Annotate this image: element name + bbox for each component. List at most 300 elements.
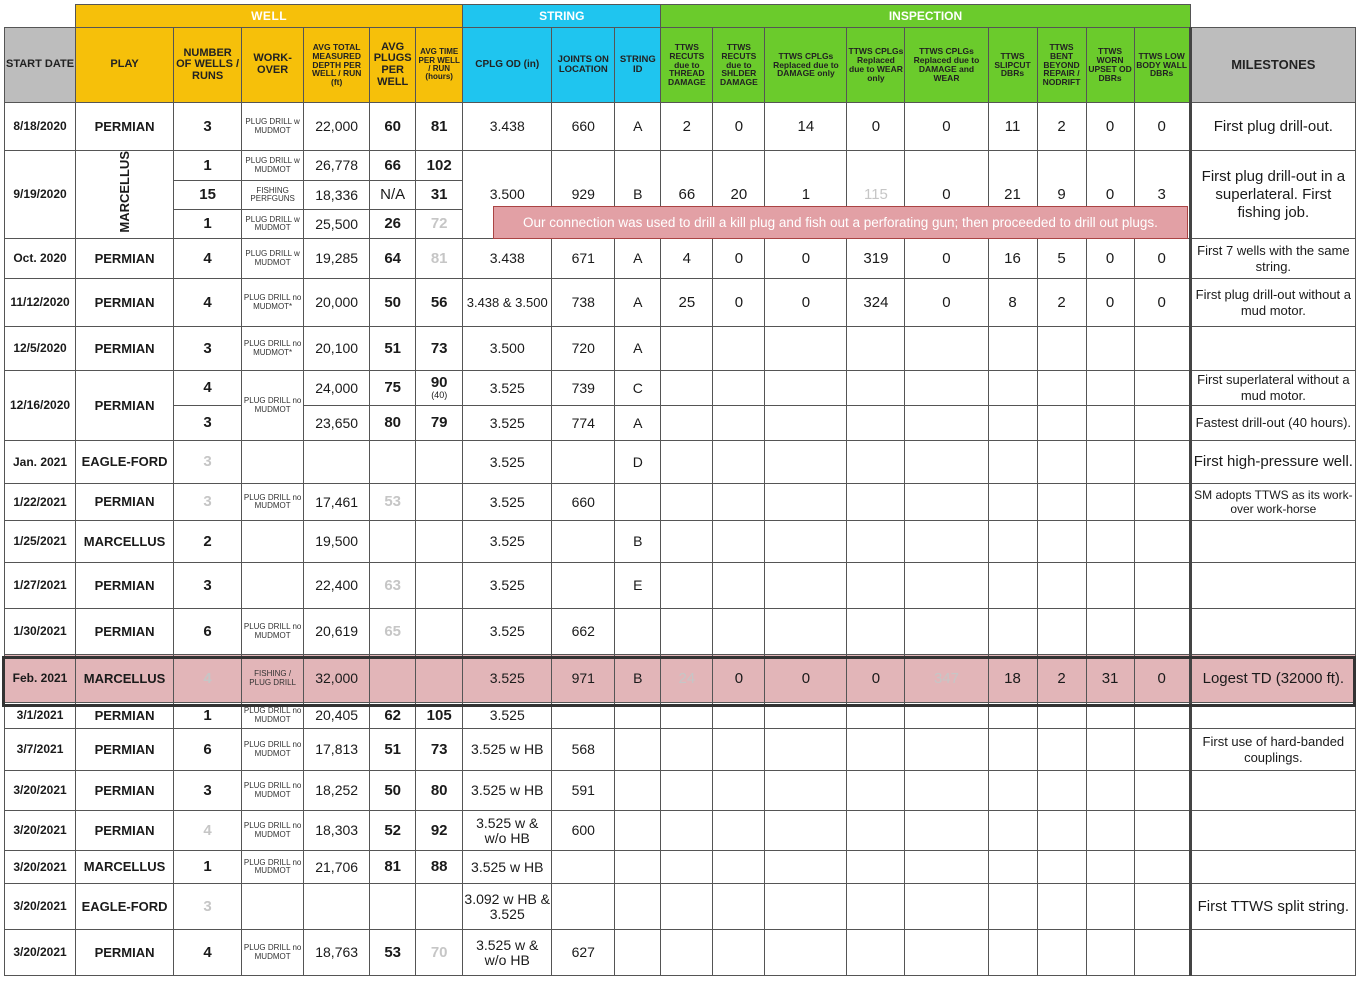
cell-play: MARCELLUS — [76, 521, 174, 563]
cell-od: 3.525 — [463, 406, 552, 441]
table-row — [5, 729, 1356, 771]
cell-workover: PLUG DRILL no MUDMOT — [242, 930, 304, 976]
cell-cplgs-wear: 0 — [847, 103, 905, 151]
cell-depth: 20,619 — [304, 609, 370, 655]
cell-workover: PLUG DRILL w MUDMOT — [242, 103, 304, 151]
cell-date: Jan. 2021 — [5, 441, 76, 484]
cell-depth: 22,000 — [304, 103, 370, 151]
cell-cplgs-damage: 0 — [765, 239, 847, 279]
cell-cplgs-both: 0 — [905, 279, 988, 327]
cell-date: 3/7/2021 — [5, 729, 76, 771]
cell-play: PERMIAN — [76, 239, 174, 279]
cell-recuts-shlder: 0 — [713, 239, 765, 279]
header-avg-time: AVG TIME PER WELL / RUN (hours) — [416, 28, 463, 103]
cell-joints — [552, 441, 615, 484]
cell-time — [416, 884, 463, 930]
cell-od: 3.525 — [463, 655, 552, 703]
cell-cplgs-wear: 324 — [847, 279, 905, 327]
cell-workover — [242, 884, 304, 930]
cell-milestone — [1190, 811, 1355, 851]
cell-od: 3.500 — [463, 151, 552, 239]
table-row — [5, 609, 1356, 655]
cell-plugs: 66 — [370, 151, 416, 181]
cell-plugs: 65 — [370, 609, 416, 655]
cell-od: 3.525 — [463, 521, 552, 563]
cell-slipcut: 18 — [988, 655, 1037, 703]
cell-workover: PLUG DRILL no MUDMOT* — [242, 327, 304, 371]
cell-plugs: 63 — [370, 563, 416, 609]
cell-cplgs-both: 0 — [905, 239, 988, 279]
header-slipcut: TTWS SLIPCUT DBRs — [988, 28, 1037, 103]
cell-cplgs-wear: 115 — [847, 151, 905, 239]
cell-depth: 19,500 — [304, 521, 370, 563]
cell-milestone — [1190, 703, 1355, 729]
header-recuts-shlder: TTWS RECUTS due to SHLDER DAMAGE — [713, 28, 765, 103]
table-row — [5, 103, 1356, 151]
cell-low-body: 0 — [1134, 239, 1190, 279]
cell-milestone: Fastest drill-out (40 hours). — [1190, 406, 1355, 441]
cell-num-wells: 2 — [174, 521, 242, 563]
cell-play: PERMIAN — [76, 811, 174, 851]
cell-time — [416, 521, 463, 563]
corner-blank — [5, 5, 76, 28]
cell-joints: 738 — [552, 279, 615, 327]
header-joints: JOINTS ON LOCATION — [552, 28, 615, 103]
cell-plugs: 60 — [370, 103, 416, 151]
cell-joints — [552, 884, 615, 930]
cell-time — [416, 655, 463, 703]
cell-string-id: E — [615, 563, 661, 609]
cell-workover: PLUG DRILL no MUDMOT* — [242, 279, 304, 327]
cell-play: PERMIAN — [76, 609, 174, 655]
cell-time: 92 — [416, 811, 463, 851]
cell-cplgs-damage: 0 — [765, 655, 847, 703]
cell-num-wells: 6 — [174, 729, 242, 771]
table-row — [5, 441, 1356, 484]
cell-plugs: 51 — [370, 327, 416, 371]
cell-depth: 20,000 — [304, 279, 370, 327]
cell-milestone: First plug drill-out in a superlateral. First fishing job. — [1190, 151, 1355, 239]
cell-play: EAGLE-FORD — [76, 441, 174, 484]
cell-time — [416, 441, 463, 484]
cell-num-wells: 15 — [174, 181, 242, 210]
cell-time: 81 — [416, 239, 463, 279]
cell-num-wells: 4 — [174, 930, 242, 976]
cell-string-id — [615, 851, 661, 884]
cell-play: PERMIAN — [76, 371, 174, 441]
cell-num-wells: 4 — [174, 371, 242, 406]
cell-workover: PLUG DRILL w MUDMOT — [242, 210, 304, 239]
cell-date: Feb. 2021 — [5, 655, 76, 703]
cell-string-id: A — [615, 279, 661, 327]
header-string-id: STRING ID — [615, 28, 661, 103]
cell-depth: 17,461 — [304, 484, 370, 521]
cell-play: PERMIAN — [76, 729, 174, 771]
cell-string-id — [615, 703, 661, 729]
table-row — [5, 279, 1356, 327]
cell-workover: PLUG DRILL no MUDMOT — [242, 811, 304, 851]
cell-bent: 5 — [1037, 239, 1086, 279]
cell-joints: 720 — [552, 327, 615, 371]
cell-workover: PLUG DRILL no MUDMOT — [242, 484, 304, 521]
cell-time — [416, 563, 463, 609]
header-bent: TTWS BENT BEYOND REPAIR / NODRIFT — [1037, 28, 1086, 103]
header-low-body: TTWS LOW BODY WALL DBRs — [1134, 28, 1190, 103]
cell-recuts-thread: 4 — [661, 239, 713, 279]
table-row — [5, 930, 1356, 976]
cell-od: 3.438 & 3.500 — [463, 279, 552, 327]
table-row — [5, 703, 1356, 729]
cell-plugs: 50 — [370, 279, 416, 327]
header-cplgs-both: TTWS CPLGs Replaced due to DAMAGE and WEAR — [905, 28, 988, 103]
cell-od: 3.525 — [463, 484, 552, 521]
cell-joints: 627 — [552, 930, 615, 976]
cell-time: 80 — [416, 771, 463, 811]
cell-worn-upset: 0 — [1086, 279, 1134, 327]
table-row — [5, 327, 1356, 371]
group-inspection: INSPECTION — [661, 5, 1190, 28]
cell-cplgs-both: 0 — [905, 151, 988, 239]
header-worn-upset: TTWS WORN UPSET OD DBRs — [1086, 28, 1134, 103]
cell-od: 3.525 — [463, 441, 552, 484]
cell-milestone — [1190, 771, 1355, 811]
cell-string-id — [615, 729, 661, 771]
cell-worn-upset: 0 — [1086, 151, 1134, 239]
annotation-banner: Our connection was used to drill a kill plug and fish out a perforating gun; then proceeded to drill out plugs. — [493, 206, 1188, 239]
cell-date: 3/1/2021 — [5, 703, 76, 729]
cell-milestone: First plug drill-out without a mud motor. — [1190, 279, 1355, 327]
cell-num-wells: 6 — [174, 609, 242, 655]
cell-plugs: 53 — [370, 484, 416, 521]
cell-num-wells: 3 — [174, 771, 242, 811]
cell-num-wells: 1 — [174, 851, 242, 884]
cell-time — [416, 371, 463, 406]
cell-milestone: Logest TD (32000 ft). — [1190, 655, 1355, 703]
cell-od: 3.525 w HB — [463, 729, 552, 771]
cell-milestone: SM adopts TTWS as its work-over work-horse — [1190, 484, 1355, 521]
header-start-date: START DATE — [5, 28, 76, 103]
cell-date: 9/19/2020 — [5, 151, 76, 239]
cell-bent: 2 — [1037, 655, 1086, 703]
cell-worn-upset: 31 — [1086, 655, 1134, 703]
cell-od: 3.438 — [463, 103, 552, 151]
cell-od: 3.525 w & w/o HB — [463, 930, 552, 976]
cell-milestone — [1190, 609, 1355, 655]
cell-joints: 774 — [552, 406, 615, 441]
cell-plugs: 52 — [370, 811, 416, 851]
cell-depth: 23,650 — [304, 406, 370, 441]
cell-date: 3/20/2021 — [5, 851, 76, 884]
cell-play: PERMIAN — [76, 771, 174, 811]
cell-milestone — [1190, 563, 1355, 609]
cell-string-id — [615, 811, 661, 851]
cell-string-id — [615, 609, 661, 655]
cell-string-id: D — [615, 441, 661, 484]
cell-depth: 18,336 — [304, 181, 370, 210]
cell-slipcut: 16 — [988, 239, 1037, 279]
cell-num-wells: 3 — [174, 406, 242, 441]
cell-time: 31 — [416, 181, 463, 210]
table-row — [5, 771, 1356, 811]
cell-depth: 25,500 — [304, 210, 370, 239]
table-row — [5, 484, 1356, 521]
cell-workover: PLUG DRILL no MUDMOT — [242, 609, 304, 655]
cell-joints: 929 — [552, 151, 615, 239]
cell-play: MARCELLUS — [76, 655, 174, 703]
group-well: WELL — [76, 5, 463, 28]
cell-string-id — [615, 484, 661, 521]
cell-play: PERMIAN — [76, 484, 174, 521]
cell-time — [416, 484, 463, 521]
cell-od: 3.525 w HB — [463, 771, 552, 811]
cell-joints — [552, 521, 615, 563]
cell-play: PERMIAN — [76, 703, 174, 729]
cell-date: 3/20/2021 — [5, 811, 76, 851]
group-string: STRING — [463, 5, 661, 28]
cell-workover: FISHING PERFGUNS — [242, 181, 304, 210]
cell-date: 3/20/2021 — [5, 884, 76, 930]
cell-date: 12/5/2020 — [5, 327, 76, 371]
table-row — [5, 851, 1356, 884]
cell-depth: 20,100 — [304, 327, 370, 371]
header-milestones: MILESTONES — [1190, 28, 1355, 103]
cell-cplgs-both: 347 — [905, 655, 988, 703]
cell-depth: 21,706 — [304, 851, 370, 884]
table-row — [5, 563, 1356, 609]
cell-od: 3.438 — [463, 239, 552, 279]
cell-string-id — [615, 930, 661, 976]
cell-play: PERMIAN — [76, 563, 174, 609]
cell-string-id: B — [615, 151, 661, 239]
cell-play: MARCELLUS — [76, 851, 174, 884]
cell-joints: 591 — [552, 771, 615, 811]
cell-string-id: A — [615, 406, 661, 441]
cell-num-wells: 3 — [174, 563, 242, 609]
cell-plugs — [370, 521, 416, 563]
cell-play: PERMIAN — [76, 327, 174, 371]
cell-recuts-shlder: 0 — [713, 655, 765, 703]
cell-time: 70 — [416, 930, 463, 976]
header-recuts-thread: TTWS RECUTS due to THREAD DAMAGE — [661, 28, 713, 103]
cell-depth: 26,778 — [304, 151, 370, 181]
cell-milestone — [1190, 930, 1355, 976]
cell-slipcut: 11 — [988, 103, 1037, 151]
cell-workover — [242, 563, 304, 609]
cell-time: 72 — [416, 210, 463, 239]
cell-plugs: 53 — [370, 930, 416, 976]
cell-depth: 17,813 — [304, 729, 370, 771]
header-avg-depth: AVG TOTAL MEASURED DEPTH PER WELL / RUN (ft) — [304, 28, 370, 103]
cell-milestone: First 7 wells with the same string. — [1190, 239, 1355, 279]
cell-string-id: A — [615, 327, 661, 371]
cell-joints: 971 — [552, 655, 615, 703]
cell-play: PERMIAN — [76, 103, 174, 151]
cell-num-wells: 4 — [174, 279, 242, 327]
header-avg-plugs: AVG PLUGS PER WELL — [370, 28, 416, 103]
cell-workover — [242, 521, 304, 563]
header-workover: WORK-OVER — [242, 28, 304, 103]
cell-bent: 2 — [1037, 103, 1086, 151]
cell-date: 8/18/2020 — [5, 103, 76, 151]
cell-num-wells: 4 — [174, 811, 242, 851]
cell-cplgs-damage: 14 — [765, 103, 847, 151]
cell-string-id: B — [615, 521, 661, 563]
cell-string-id: A — [615, 103, 661, 151]
cell-od: 3.092 w HB & 3.525 — [463, 884, 552, 930]
cell-milestone — [1190, 851, 1355, 884]
well-inspection-table — [4, 4, 1356, 976]
cell-string-id — [615, 884, 661, 930]
cell-plugs: 81 — [370, 851, 416, 884]
cell-plugs: 62 — [370, 703, 416, 729]
table-row — [5, 811, 1356, 851]
cell-workover: PLUG DRILL no MUDMOT — [242, 371, 304, 441]
cell-play-vertical: MARCELLUS — [116, 151, 132, 233]
cell-time: 73 — [416, 729, 463, 771]
cell-plugs — [370, 884, 416, 930]
cell-time: 105 — [416, 703, 463, 729]
cell-joints: 568 — [552, 729, 615, 771]
cell-cplgs-damage: 0 — [765, 279, 847, 327]
cell-string-id: C — [615, 371, 661, 406]
cell-date: 11/12/2020 — [5, 279, 76, 327]
cell-num-wells: 3 — [174, 884, 242, 930]
cell-string-id: A — [615, 239, 661, 279]
cell-od: 3.525 — [463, 703, 552, 729]
cell-play: PERMIAN — [76, 930, 174, 976]
cell-time: 79 — [416, 406, 463, 441]
cell-plugs: 64 — [370, 239, 416, 279]
cell-joints: 671 — [552, 239, 615, 279]
cell-time-value: 90 — [430, 374, 448, 392]
cell-string-id — [615, 771, 661, 811]
cell-depth: 22,400 — [304, 563, 370, 609]
cell-time — [416, 609, 463, 655]
cell-plugs — [370, 655, 416, 703]
table-row — [5, 406, 1356, 441]
cell-cplgs-wear: 319 — [847, 239, 905, 279]
cell-num-wells: 3 — [174, 441, 242, 484]
cell-depth: 20,405 — [304, 703, 370, 729]
cell-bent: 9 — [1037, 151, 1086, 239]
cell-cplgs-wear: 0 — [847, 655, 905, 703]
cell-date: 3/20/2021 — [5, 771, 76, 811]
cell-low-body: 0 — [1134, 655, 1190, 703]
cell-milestone: First superlateral without a mud motor. — [1190, 371, 1355, 406]
cell-recuts-shlder: 20 — [713, 151, 765, 239]
cell-num-wells: 4 — [174, 239, 242, 279]
cell-time: 73 — [416, 327, 463, 371]
cell-num-wells: 1 — [174, 210, 242, 239]
cell-joints: 660 — [552, 484, 615, 521]
cell-recuts-thread: 24 — [661, 655, 713, 703]
table-row — [5, 151, 1356, 181]
cell-low-body: 3 — [1134, 151, 1190, 239]
cell-worn-upset: 0 — [1086, 103, 1134, 151]
cell-date: 12/16/2020 — [5, 371, 76, 441]
cell-num-wells: 3 — [174, 484, 242, 521]
cell-workover: PLUG DRILL w MUDMOT — [242, 239, 304, 279]
cell-recuts-thread: 25 — [661, 279, 713, 327]
cell-milestone: First use of hard-banded couplings. — [1190, 729, 1355, 771]
cell-milestone — [1190, 521, 1355, 563]
cell-cplgs-damage: 1 — [765, 151, 847, 239]
header-num-wells: NUMBER OF WELLS / RUNS — [174, 28, 242, 103]
cell-plugs: 26 — [370, 210, 416, 239]
cell-date: 3/20/2021 — [5, 930, 76, 976]
cell-recuts-shlder: 0 — [713, 103, 765, 151]
cell-depth — [304, 884, 370, 930]
cell-date: 1/22/2021 — [5, 484, 76, 521]
table-row-highlighted — [5, 655, 1356, 703]
cell-milestone: First high-pressure well. — [1190, 441, 1355, 484]
cell-date: 1/25/2021 — [5, 521, 76, 563]
cell-workover: FISHING / PLUG DRILL — [242, 655, 304, 703]
cell-plugs: 80 — [370, 406, 416, 441]
header-cplg-od: CPLG OD (in) — [463, 28, 552, 103]
header-play: PLAY — [76, 28, 174, 103]
cell-play — [76, 151, 174, 239]
cell-workover: PLUG DRILL no MUDMOT — [242, 771, 304, 811]
cell-recuts-thread: 66 — [661, 151, 713, 239]
cell-depth: 18,252 — [304, 771, 370, 811]
cell-joints: 662 — [552, 609, 615, 655]
cell-bent: 2 — [1037, 279, 1086, 327]
cell-joints: 660 — [552, 103, 615, 151]
cell-depth — [304, 441, 370, 484]
cell-num-wells: 4 — [174, 655, 242, 703]
cell-recuts-thread: 2 — [661, 103, 713, 151]
cell-num-wells: 3 — [174, 103, 242, 151]
cell-plugs: 75 — [370, 371, 416, 406]
cell-num-wells: 3 — [174, 327, 242, 371]
cell-od: 3.525 w & w/o HB — [463, 811, 552, 851]
cell-joints — [552, 703, 615, 729]
cell-depth: 19,285 — [304, 239, 370, 279]
cell-milestone: First plug drill-out. — [1190, 103, 1355, 151]
cell-date: 1/27/2021 — [5, 563, 76, 609]
cell-date: Oct. 2020 — [5, 239, 76, 279]
cell-time-note: (40) — [431, 390, 448, 401]
cell-workover: PLUG DRILL w MUDMOT — [242, 151, 304, 181]
cell-string-id: B — [615, 655, 661, 703]
cell-od: 3.525 — [463, 371, 552, 406]
cell-od: 3.500 — [463, 327, 552, 371]
cell-milestone — [1190, 327, 1355, 371]
cell-slipcut: 8 — [988, 279, 1037, 327]
cell-time: 102 — [416, 151, 463, 181]
cell-cplgs-both: 0 — [905, 103, 988, 151]
cell-plugs: 50 — [370, 771, 416, 811]
cell-od: 3.525 — [463, 609, 552, 655]
cell-workover: PLUG DRILL no MUDMOT — [242, 703, 304, 729]
cell-depth: 18,763 — [304, 930, 370, 976]
cell-low-body: 0 — [1134, 103, 1190, 151]
cell-date: 1/30/2021 — [5, 609, 76, 655]
cell-depth: 32,000 — [304, 655, 370, 703]
cell-joints — [552, 563, 615, 609]
cell-recuts-shlder: 0 — [713, 279, 765, 327]
cell-time: 56 — [416, 279, 463, 327]
cell-workover: PLUG DRILL no MUDMOT — [242, 729, 304, 771]
cell-joints: 600 — [552, 811, 615, 851]
cell-milestone: First TTWS split string. — [1190, 884, 1355, 930]
corner-blank-right — [1190, 5, 1355, 28]
table-row — [5, 239, 1356, 279]
cell-num-wells: 1 — [174, 703, 242, 729]
cell-play: PERMIAN — [76, 279, 174, 327]
cell-joints — [552, 851, 615, 884]
